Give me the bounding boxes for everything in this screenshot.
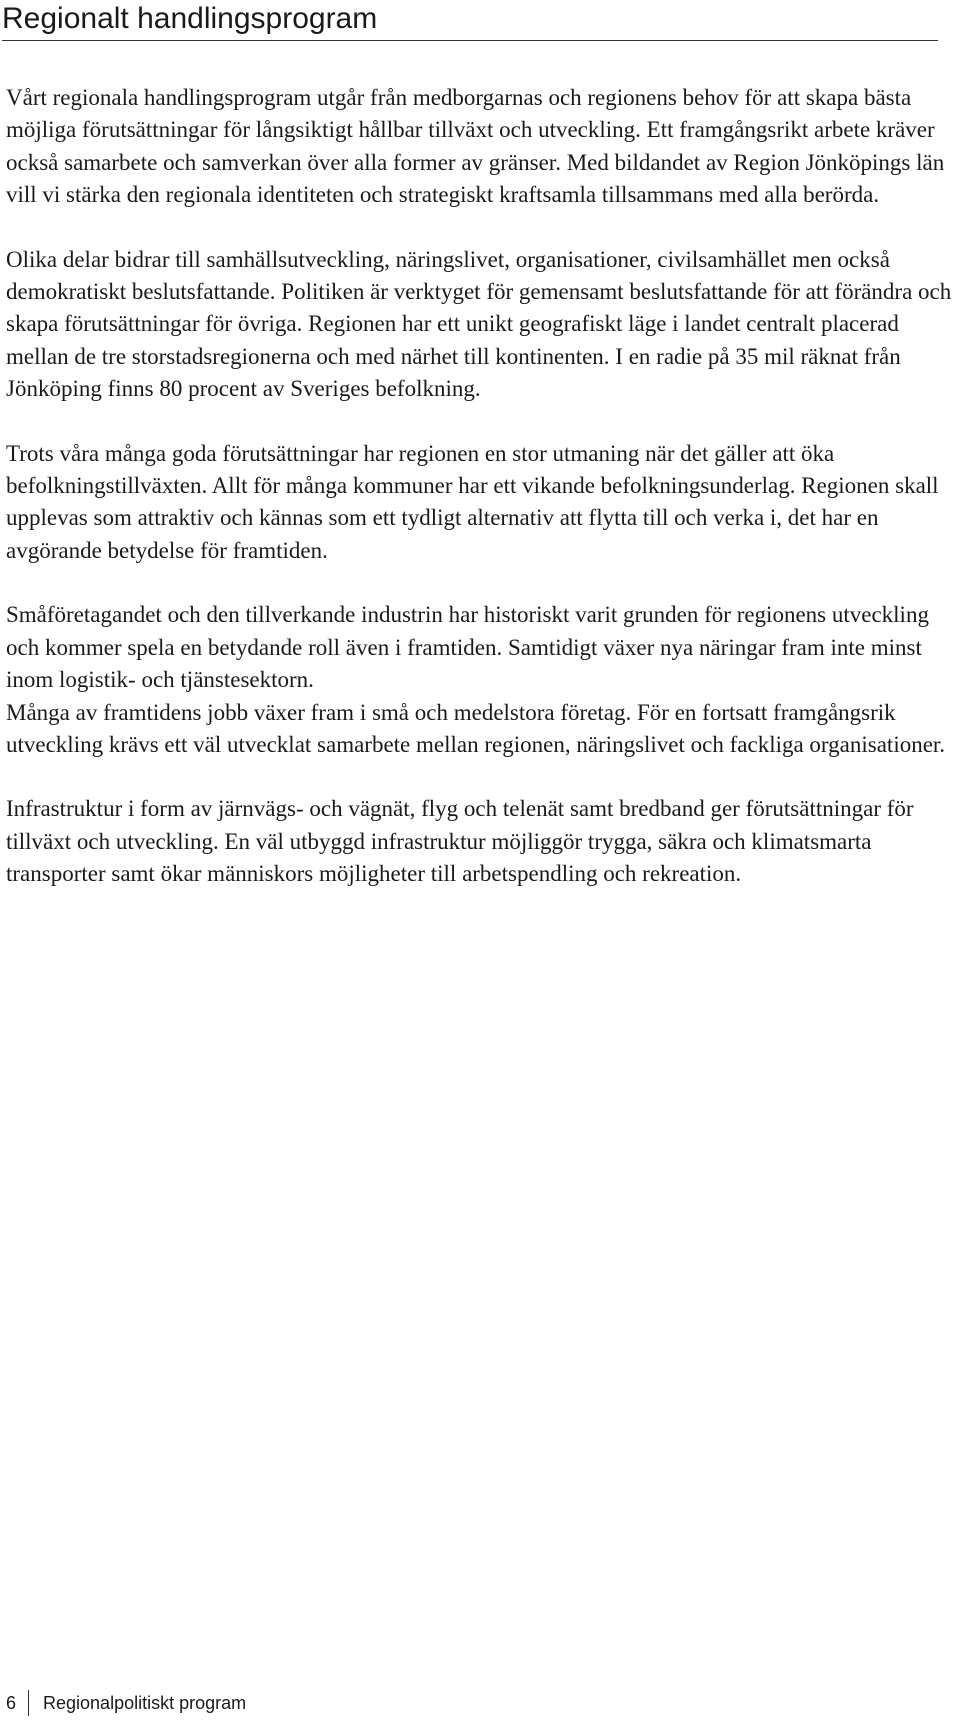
paragraph-infrastructure: Infrastruktur i form av järnvägs- och vägnät, flyg och telenät samt bredband ger förutsättningar för tillväxt och utveckling. En väl utbyggd infrastruktur möjliggör trygga, säkra och klimatsmarta transporter samt ökar människors möjligheter till arbetspendling och rekreation. <box>6 796 914 887</box>
page-header <box>2 0 938 41</box>
paragraph-democracy: Olika delar bidrar till samhällsutveckling, näringslivet, organisationer, civilsamhället men också demokratiskt beslutsfattande. Politiken är verktyget för gemensamt beslutsfattande för att förändra och skapa förutsättningar för övriga. Regionen har ett unikt geografiskt läge i landet centralt placerad mellan de tre storstadsregionerna och med närhet till kontinenten. I en radie på 35 mil räknat från Jönköping finns 80 procent av Sveriges befolkning. <box>6 246 952 402</box>
paragraph-industry: Småföretagandet och den tillverkande industrin har historiskt varit grunden för regionens utveckling och kommer spela en betydande roll även i framtiden. Samtidigt växer nya näringar fram inte minst inom logistik- och tjänstesektorn. <box>6 602 929 693</box>
paragraph-population: Trots våra många goda förutsättningar har regionen en stor utmaning när det gäller att öka befolkningstillväxten. Allt för många kommuner har ett vikande befolkningsunderlag. Regionen skall upplevas som attraktiv och kännas som ett tydligt alternativ att flytta till och verka i, det har en avgörande betydelse för framtiden. <box>6 440 939 563</box>
page-title: Regionalt handlingsprogram <box>2 2 378 35</box>
paragraph-intro: Vårt regionala handlingsprogram utgår från medborgarnas och regionens behov för att skapa bästa möjliga förutsättningar för långsiktigt hållbar tillväxt och utveckling. Ett framgångsrikt arbete kräver också samarbete och samverkan över alla former av gränser. Med bildandet av Region Jönköpings län vill vi stärka den regionala identiteten och strategiskt kraftsamla tillsammans med alla berörda. <box>6 85 945 208</box>
page-footer <box>6 1690 246 1716</box>
page-number: 6 <box>6 1692 17 1713</box>
footer-divider <box>28 1690 29 1716</box>
document-name: Regionalpolitiskt program <box>43 1692 247 1713</box>
body-text <box>6 82 958 891</box>
paragraph-jobs: Många av framtidens jobb växer fram i små och medelstora företag. För en fortsatt framgångsrik utveckling krävs ett väl utvecklat samarbete mellan regionen, näringslivet och fackliga organisationer. <box>6 699 946 757</box>
